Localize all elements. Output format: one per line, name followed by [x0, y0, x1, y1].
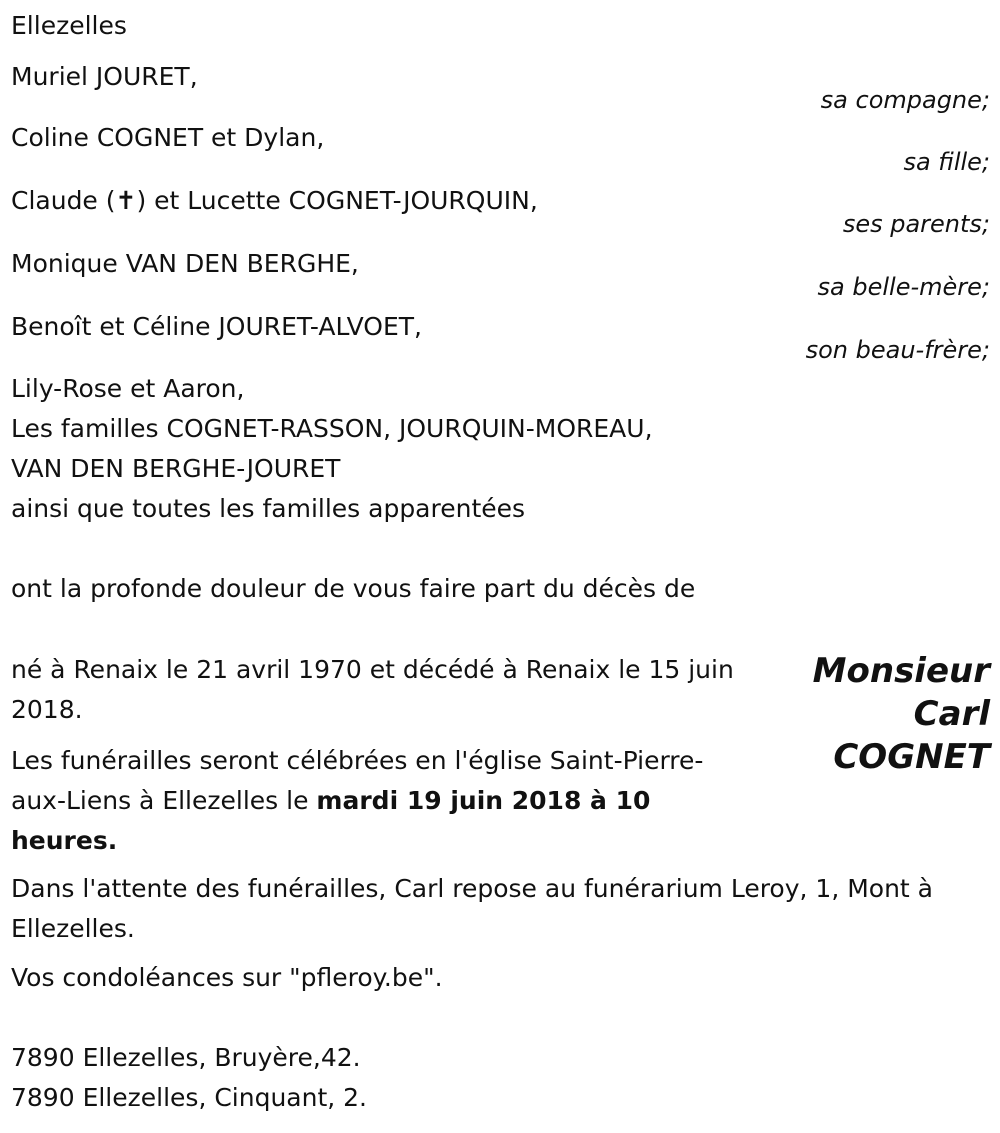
- address-line: 7890 Ellezelles, Bruyère,42.: [11, 1043, 361, 1072]
- funeral-details: Les funérailles seront célébrées en l'église Saint-Pierre-aux-Liens à Ellezelles le: [11, 746, 704, 815]
- condolences-text: Vos condoléances sur "pfleroy.be".: [11, 963, 443, 992]
- mourner-name: Muriel JOURET,: [11, 62, 198, 91]
- deceased-last-name: COGNET: [833, 737, 990, 777]
- family-line: Les familles COGNET-RASSON, JOURQUIN-MOREAU,: [11, 414, 653, 443]
- family-line: ainsi que toutes les familles apparentées: [11, 494, 526, 523]
- address-line: 7890 Ellezelles, Cinquant, 2.: [11, 1083, 368, 1112]
- mourner-name: Coline COGNET et Dylan,: [11, 123, 325, 152]
- mourner-relation: sa fille;: [903, 148, 990, 176]
- mourner-relation: sa compagne;: [820, 86, 990, 114]
- mourner-relation: son beau-frère;: [805, 336, 990, 364]
- mourner-relation: ses parents;: [842, 210, 990, 238]
- family-line: VAN DEN BERGHE-JOURET: [11, 454, 341, 483]
- mourner-name: Claude (✝) et Lucette COGNET-JOURQUIN,: [11, 186, 538, 215]
- family-line: Lily-Rose et Aaron,: [11, 374, 245, 403]
- place-heading: Ellezelles: [11, 11, 127, 40]
- deceased-name: [730, 650, 990, 779]
- mourner-relation: sa belle-mère;: [817, 273, 990, 301]
- deceased-first-name: Carl: [913, 694, 990, 734]
- announcement: ont la profonde douleur de vous faire part du décès de: [11, 574, 696, 603]
- mourner-name: Benoît et Céline JOURET-ALVOET,: [11, 312, 422, 341]
- rest-text: Dans l'attente des funérailles, Carl repose au funérarium Leroy, 1, Mont à Ellezelles.: [11, 874, 933, 943]
- funeral-date: mardi 19 juin 2018 à 10 heures.: [11, 786, 651, 855]
- mourner-name: Monique VAN DEN BERGHE,: [11, 249, 359, 278]
- funeral-text: [11, 741, 741, 861]
- deceased-title: Monsieur: [812, 651, 990, 691]
- birth-death-text: né à Renaix le 21 avril 1970 et décédé à Renaix le 15 juin 2018.: [11, 655, 734, 724]
